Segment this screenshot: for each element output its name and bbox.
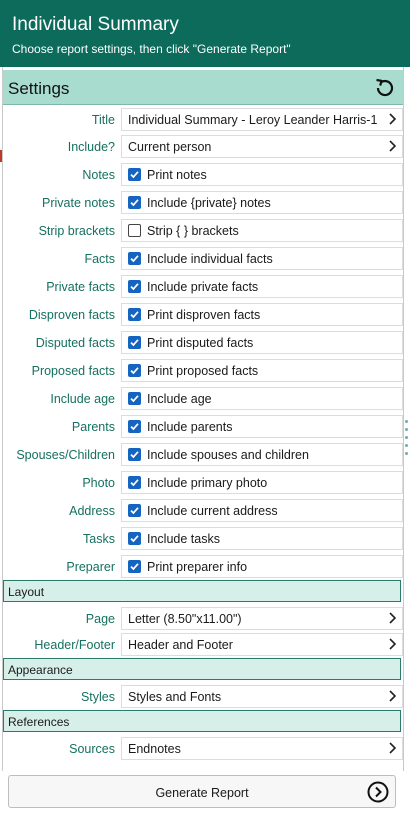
chevron-right-icon xyxy=(388,112,398,126)
option-row xyxy=(3,413,403,441)
generate-report-button[interactable] xyxy=(8,775,396,808)
option-checkbox-field[interactable] xyxy=(121,247,403,270)
option-checkbox-field[interactable] xyxy=(121,191,403,214)
settings-panel xyxy=(2,67,404,771)
option-label: Spouses/Children xyxy=(16,448,115,462)
option-checkbox-field[interactable] xyxy=(121,163,403,186)
option-row xyxy=(3,245,403,273)
grip-dot xyxy=(405,444,408,447)
option-label: Facts xyxy=(84,252,115,266)
sources-label: Sources xyxy=(69,742,115,756)
option-text: Print proposed facts xyxy=(147,364,259,378)
layout-section-title: Layout xyxy=(8,585,45,599)
option-label: Parents xyxy=(71,420,115,434)
option-label: Private notes xyxy=(42,196,115,210)
option-row xyxy=(3,441,403,469)
option-label: Private facts xyxy=(46,280,115,294)
checkbox-checked-icon[interactable] xyxy=(128,308,141,321)
grip-dot xyxy=(405,428,408,431)
references-section-header xyxy=(3,710,401,732)
header-footer-row xyxy=(3,631,403,659)
option-label: Strip brackets xyxy=(38,224,115,238)
option-label: Notes xyxy=(82,168,115,182)
option-text: Include age xyxy=(147,392,212,406)
option-text: Include spouses and children xyxy=(147,448,309,462)
option-checkbox-field[interactable] xyxy=(121,499,403,522)
option-row xyxy=(3,189,403,217)
page-title: Individual Summary xyxy=(12,14,179,35)
include-row xyxy=(3,133,403,161)
settings-header xyxy=(3,70,403,105)
option-text: Include individual facts xyxy=(147,252,273,266)
appearance-section-header xyxy=(3,658,401,680)
grip-dot xyxy=(405,420,408,423)
option-text: Include primary photo xyxy=(147,476,268,490)
option-row xyxy=(3,357,403,385)
option-row xyxy=(3,469,403,497)
include-label: Include? xyxy=(67,140,115,154)
checkbox-checked-icon[interactable] xyxy=(128,196,141,209)
title-select[interactable] xyxy=(121,108,403,131)
page-subtitle: Choose report settings, then click "Generate Report" xyxy=(12,42,291,56)
option-text: Print disputed facts xyxy=(147,336,254,350)
title-row xyxy=(3,106,403,134)
option-checkbox-field[interactable] xyxy=(121,555,403,578)
option-checkbox-field[interactable] xyxy=(121,303,403,326)
option-checkbox-field[interactable] xyxy=(121,387,403,410)
option-text: Include parents xyxy=(147,420,233,434)
grip-dot xyxy=(405,452,408,455)
sources-select[interactable] xyxy=(121,737,403,760)
option-label: Preparer xyxy=(66,560,115,574)
header-footer-label: Header/Footer xyxy=(34,638,115,652)
option-text: Print preparer info xyxy=(147,560,248,574)
option-checkbox-field[interactable] xyxy=(121,471,403,494)
checkbox-checked-icon[interactable] xyxy=(128,252,141,265)
option-label: Include age xyxy=(50,392,115,406)
option-checkbox-field[interactable] xyxy=(121,219,403,242)
styles-row xyxy=(3,683,403,711)
arrow-circle-right-icon xyxy=(367,781,389,803)
checkbox-unchecked-icon[interactable] xyxy=(128,224,141,237)
refresh-icon[interactable] xyxy=(373,76,397,100)
chevron-right-icon xyxy=(388,689,398,703)
styles-label: Styles xyxy=(80,690,115,704)
include-value: Current person xyxy=(128,140,212,154)
page-row xyxy=(3,605,403,633)
settings-title: Settings xyxy=(8,79,70,98)
option-text: Include {private} notes xyxy=(147,196,271,210)
option-checkbox-field[interactable] xyxy=(121,275,403,298)
option-text: Include tasks xyxy=(147,532,220,546)
option-row xyxy=(3,553,403,581)
sources-value: Endnotes xyxy=(128,742,181,756)
option-checkbox-field[interactable] xyxy=(121,415,403,438)
checkbox-checked-icon[interactable] xyxy=(128,476,141,489)
checkbox-checked-icon[interactable] xyxy=(128,560,141,573)
option-row xyxy=(3,525,403,553)
checkbox-checked-icon[interactable] xyxy=(128,504,141,517)
appearance-section-title: Appearance xyxy=(8,663,73,677)
checkbox-checked-icon[interactable] xyxy=(128,532,141,545)
title-value: Individual Summary - Leroy Leander Harris-1 xyxy=(128,113,378,127)
option-text: Print disproven facts xyxy=(147,308,261,322)
option-checkbox-field[interactable] xyxy=(121,443,403,466)
option-label: Disproven facts xyxy=(28,308,115,322)
option-label: Proposed facts xyxy=(31,364,115,378)
generate-report-label: Generate Report xyxy=(155,786,249,800)
option-label: Address xyxy=(69,504,115,518)
option-row xyxy=(3,217,403,245)
option-label: Disputed facts xyxy=(35,336,115,350)
page-label: Page xyxy=(85,612,115,626)
checkbox-checked-icon[interactable] xyxy=(128,336,141,349)
header-footer-value: Header and Footer xyxy=(128,638,233,652)
option-row xyxy=(3,385,403,413)
include-select[interactable] xyxy=(121,135,403,158)
page-value: Letter (8.50"x11.00") xyxy=(128,612,242,626)
grip-dot xyxy=(405,436,408,439)
layout-section-header xyxy=(3,580,401,602)
option-text: Include current address xyxy=(147,504,278,518)
option-row xyxy=(3,497,403,525)
checkbox-checked-icon[interactable] xyxy=(128,168,141,181)
styles-value: Styles and Fonts xyxy=(128,690,222,704)
styles-select[interactable] xyxy=(121,685,403,708)
checkbox-checked-icon[interactable] xyxy=(128,364,141,377)
option-checkbox-field[interactable] xyxy=(121,331,403,354)
checkbox-checked-icon[interactable] xyxy=(128,420,141,433)
chevron-right-icon xyxy=(388,139,398,153)
chevron-right-icon xyxy=(388,741,398,755)
option-label: Photo xyxy=(82,476,115,490)
header-footer-select[interactable] xyxy=(121,633,403,656)
option-row xyxy=(3,301,403,329)
checkbox-checked-icon[interactable] xyxy=(128,280,141,293)
option-row xyxy=(3,273,403,301)
title-label: Title xyxy=(91,113,115,127)
references-section-title: References xyxy=(8,715,70,729)
option-checkbox-field[interactable] xyxy=(121,359,403,382)
option-text: Print notes xyxy=(147,168,207,182)
checkbox-checked-icon[interactable] xyxy=(128,392,141,405)
page-select[interactable] xyxy=(121,607,403,630)
option-text: Strip { } brackets xyxy=(147,224,239,238)
chevron-right-icon xyxy=(388,637,398,651)
option-text: Include private facts xyxy=(147,280,259,294)
option-checkbox-field[interactable] xyxy=(121,527,403,550)
option-label: Tasks xyxy=(83,532,115,546)
option-row xyxy=(3,161,403,189)
chevron-right-icon xyxy=(388,611,398,625)
app-header xyxy=(0,0,410,67)
checkbox-checked-icon[interactable] xyxy=(128,448,141,461)
sources-row xyxy=(3,735,403,763)
option-row xyxy=(3,329,403,357)
resize-grip[interactable] xyxy=(405,420,409,464)
